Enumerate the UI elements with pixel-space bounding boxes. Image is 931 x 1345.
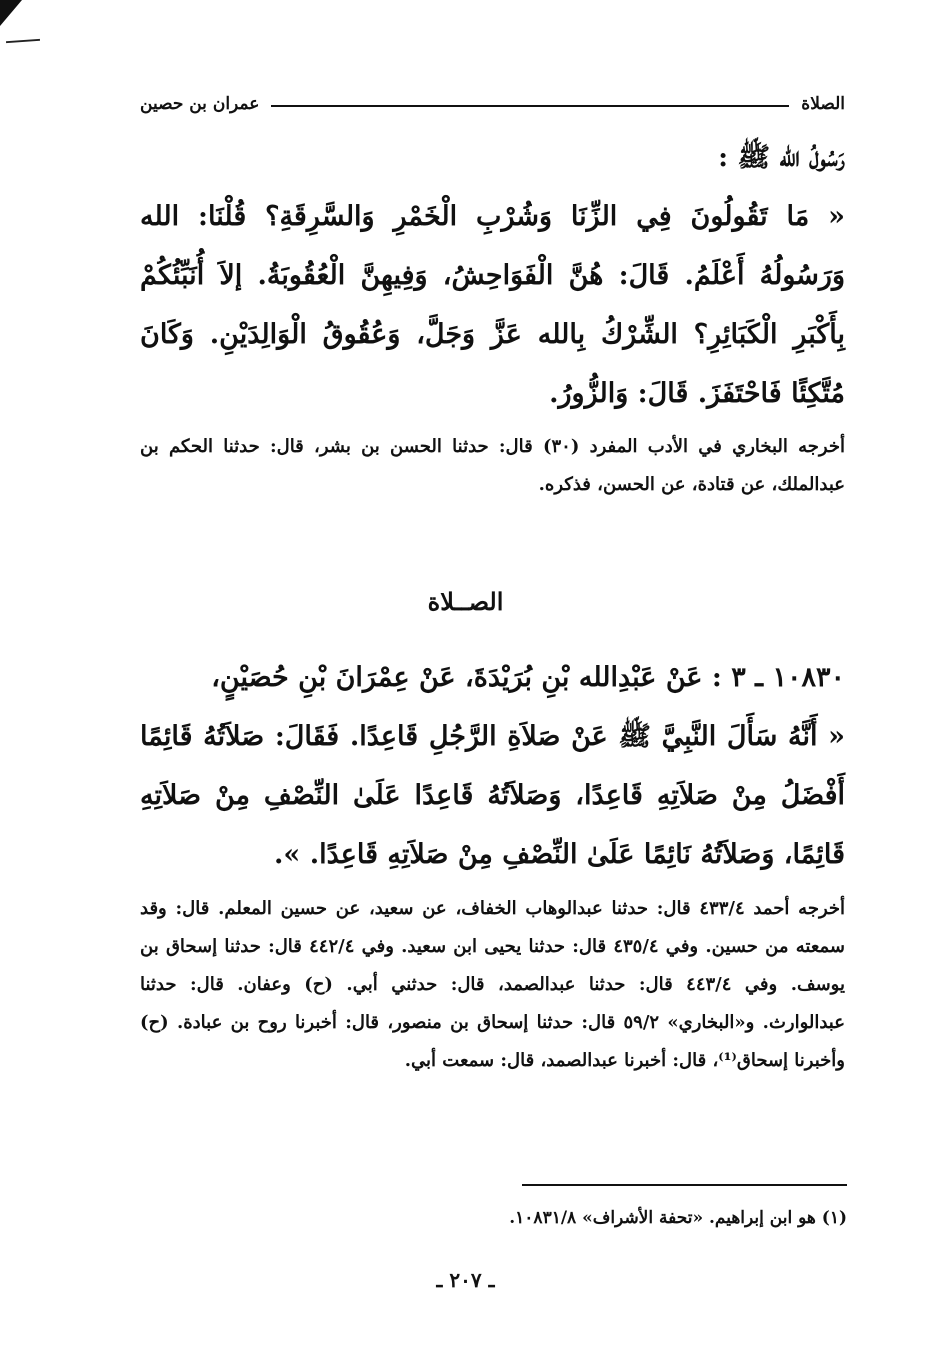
hadith-10830-text: ١٠٨٣٠ ـ ٣ : عَنْ عَبْدِالله بْنِ بُرَيْدَةَ، عَنْ عِمْرَانَ بْنِ حُصَيْنٍ، « أَنَّهُ سَأَلَ النَّبِيَّ ﷺ عَنْ صَلاَةِ الرَّجُلِ قَاعِدًا. فَقَالَ: صَلاَتُهُ قَائِمًا أَفْضَلُ مِنْ صَلاَتِهِ قَاعِدًا، وَصَلاَتُهُ قَاعِدًا عَلَىٰ النِّصْفِ مِنْ صَلاَتِهِ قَائِمًا، وَصَلاَتُهُ نَائِمًا عَلَىٰ النِّصْفِ مِنْ صَلاَتِهِ قَاعِدًا. ». — [140, 662, 845, 870]
running-header — [140, 92, 845, 116]
continuation-takhrij: أخرجه البخاري في الأدب المفرد (٣٠) قال: حدثنا الحسن بن بشر، قال: حدثنا الحكم بن عبدالملك، عن قتادة، عن الحسن، فذكره. — [140, 436, 845, 495]
header-rule — [271, 105, 789, 107]
header-narrator: عمران بن حصين — [140, 94, 260, 114]
page-number: ـ ٢٠٧ ـ — [436, 1268, 495, 1292]
section-title: الصــلاة — [427, 587, 504, 616]
continuation-hadith-text: رَسُولُ الله ﷺ : « مَا تَقُولُونَ فِي الزِّنَا وَشُرْبِ الْخَمْرِ وَالسَّرِقَةِ؟ قُلْنَا: الله وَرَسُولُهُ أَعْلَمُ. قَالَ: هُنَّ الْفَوَاحِشُ، وَفِيهِنَّ الْعُقُوبَةُ. إلاَ أُنَبِّئُكُمْ بِأَكْبَرِ الْكَبَائِرِ؟ الشِّرْكُ بِالله عَزَّ وَجَلَّ، وَعُقُوقُ الْوَالِدَيْنِ. وَكَانَ مُتَّكِئًا فَاحْتَفَزَ. قَالَ: وَالزُّورُ. — [140, 142, 845, 409]
margin-pen-stroke — [6, 39, 40, 43]
footnote-1: (١) هو ابن إبراهيم. «تحفة الأشراف» ١٠٨٣١/٨. — [509, 1208, 847, 1228]
hadith-10830-takhrij: أخرجه أحمد ٤٣٣/٤ قال: حدثنا عبدالوهاب الخفاف، عن سعيد، عن حسين المعلم. قال: وقد سمعته من حسين. وفي ٤٣٥/٤ قال: حدثنا يحيى ابن سعيد. وفي ٤٤٢/٤ قال: حدثنا إسحاق بن يوسف. وفي ٤٤٣/٤ قال: حدثنا عبدالصمد، قال: حدثني أبي. (ح) وعفان. قال: حدثنا عبدالوارث. و«البخاري» ٥٩/٢ قال: حدثنا إسحاق بن منصور، قال: أخبرنا روح بن عبادة. (ح) وأخبرنا إسحاق⁽¹⁾، قال: أخبرنا عبدالصمد، قال: سمعت أبي. — [140, 898, 846, 1071]
footnote-separator — [522, 1184, 847, 1186]
page-corner-mark — [0, 0, 22, 26]
header-chapter: الصلاة — [801, 94, 845, 114]
